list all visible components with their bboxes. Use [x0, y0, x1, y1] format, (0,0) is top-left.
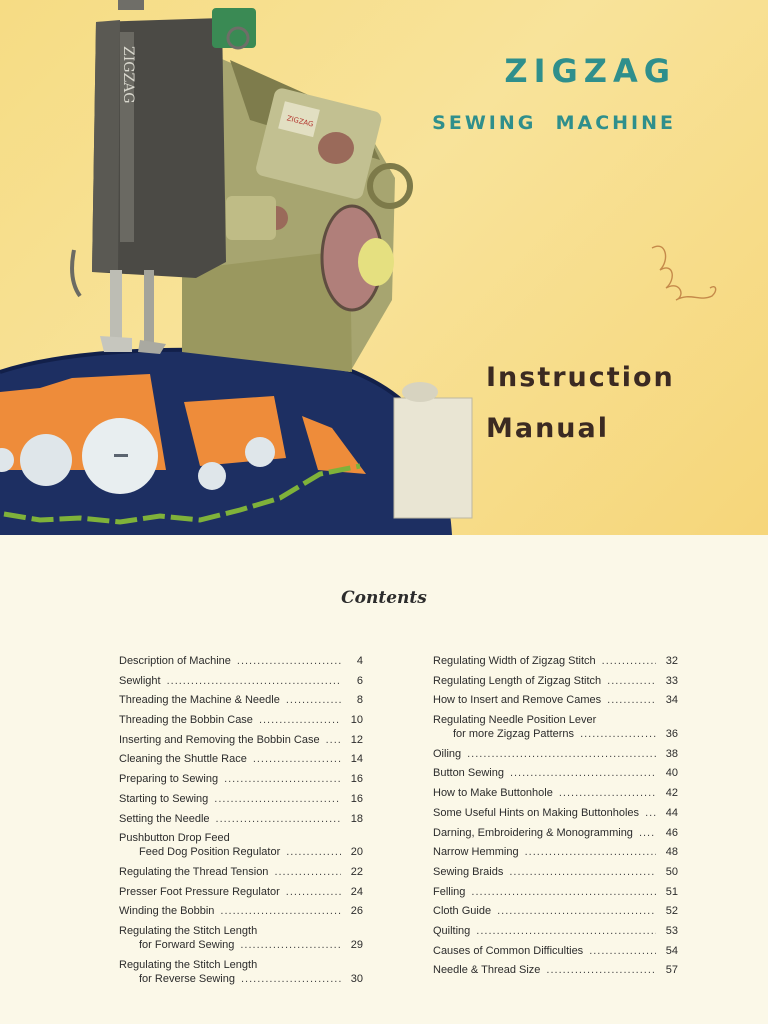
toc-leader [559, 786, 656, 800]
toc-title: Cloth Guide [433, 905, 492, 918]
toc-page-number: 32 [665, 655, 678, 667]
toc-page-number: 22 [350, 865, 363, 878]
toc-leader [497, 904, 656, 918]
toc-page-number: 57 [665, 964, 678, 977]
toc-entry [119, 733, 363, 747]
toc-leader [510, 766, 656, 780]
toc-entry [433, 766, 678, 780]
toc-leader [546, 963, 656, 977]
toc-leader [467, 747, 656, 761]
toc-title: Regulating Length of Zigzag Stitch [433, 674, 602, 687]
toc-leader [580, 727, 656, 741]
toc-page-number: 6 [356, 674, 363, 687]
toc-entry [119, 772, 363, 786]
toc-leader [471, 885, 656, 899]
toc-left-column [119, 654, 363, 991]
toc-page-number: 33 [665, 674, 678, 687]
toc-leader [286, 885, 341, 899]
cover-title: ZIGZAG [504, 52, 676, 90]
toc-title: Setting the Needle [119, 812, 210, 825]
toc-entry [119, 674, 363, 688]
toc-entry [433, 885, 678, 899]
toc-entry [433, 963, 678, 977]
toc-entry [119, 958, 363, 986]
toc-entry [119, 865, 363, 879]
toc-leader [607, 674, 656, 688]
toc-title: Some Useful Hints on Making Buttonholes [433, 806, 640, 819]
toc-leader [216, 812, 341, 826]
toc-page-number: 40 [665, 767, 678, 780]
toc-title: Cleaning the Shuttle Race [119, 753, 247, 766]
toc-entry [433, 693, 678, 707]
toc-entry [119, 693, 363, 707]
toc-leader [286, 693, 341, 707]
svg-text:ZIGZAG: ZIGZAG [120, 46, 136, 104]
toc-page-number: 30 [350, 972, 363, 985]
toc-entry [433, 806, 678, 820]
toc-title: Regulating Needle Position Lever [433, 714, 597, 727]
toc-leader [167, 674, 341, 688]
cover-subtitle: SEWING MACHINE [432, 112, 676, 134]
toc-title: Quilting [433, 924, 471, 937]
toc-entry [433, 713, 678, 741]
toc-title: Narrow Hemming [433, 846, 519, 859]
toc-title: Pushbutton Drop Feed [119, 832, 230, 845]
toc-title: Starting to Sewing [119, 792, 209, 805]
toc-title: Button Sewing [433, 767, 504, 780]
toc-title: Sewlight [119, 674, 161, 687]
toc-entry [119, 885, 363, 899]
toc-title: Causes of Common Difficulties [433, 944, 584, 957]
toc-title: Regulating Width of Zigzag Stitch [433, 655, 596, 667]
toc-page-number: 12 [350, 733, 363, 746]
toc-title: Sewing Braids [433, 865, 504, 878]
toc-leader [240, 938, 341, 952]
toc-entry [119, 904, 363, 918]
toc-leader [286, 845, 341, 859]
toc-entry [119, 812, 363, 826]
toc-entry [119, 924, 363, 952]
toc-right-column [433, 654, 678, 983]
toc-title: Oiling [433, 747, 462, 760]
toc-entry [119, 792, 363, 806]
toc-title-continued: for Reverse Sewing [139, 972, 235, 985]
toc-page-number: 38 [665, 747, 678, 760]
toc-title: Threading the Bobbin Case [119, 714, 253, 727]
toc-title-continued: Feed Dog Position Regulator [139, 846, 281, 859]
toc-leader [214, 792, 341, 806]
toc-leader [241, 972, 341, 986]
contents-heading: Contents [341, 588, 427, 608]
toc-title: Description of Machine [119, 655, 231, 667]
toc-leader [237, 654, 341, 668]
toc-entry [433, 747, 678, 761]
toc-title: Threading the Machine & Needle [119, 694, 280, 707]
toc-leader [589, 944, 656, 958]
manual-title-line1: Instruction [486, 362, 675, 393]
toc-page-number: 42 [665, 787, 678, 800]
toc-page-number: 10 [350, 714, 363, 727]
toc-entry [433, 944, 678, 958]
toc-title: Presser Foot Pressure Regulator [119, 885, 280, 898]
toc-leader [639, 826, 656, 840]
toc-title: Regulating the Stitch Length [119, 958, 258, 971]
toc-title: Regulating the Thread Tension [119, 865, 269, 878]
handwritten-mark [646, 240, 726, 310]
toc-entry [433, 674, 678, 688]
toc-title: Darning, Embroidering & Monogramming [433, 826, 633, 839]
toc-entry [433, 845, 678, 859]
toc-leader [220, 904, 341, 918]
toc-page-number: 8 [356, 694, 363, 707]
toc-page-number: 44 [665, 806, 678, 819]
toc-leader [645, 806, 656, 820]
toc-leader [525, 845, 656, 859]
toc-leader [259, 713, 341, 727]
toc-title-continued: for more Zigzag Patterns [453, 728, 575, 741]
toc-entry [119, 752, 363, 766]
svg-text:ZIGZAG: ZIGZAG [285, 114, 315, 129]
toc-entry [433, 826, 678, 840]
toc-page-number: 16 [350, 792, 363, 805]
toc-entry [119, 654, 363, 668]
toc-leader [253, 752, 341, 766]
toc-title: Inserting and Removing the Bobbin Case [119, 733, 320, 746]
toc-leader [476, 924, 656, 938]
manual-title-line2: Manual [486, 413, 610, 444]
toc-entry [433, 654, 678, 668]
toc-title: Preparing to Sewing [119, 773, 219, 786]
toc-title: How to Insert and Remove Cames [433, 694, 602, 707]
toc-title: Regulating the Stitch Length [119, 924, 258, 937]
toc-entry [433, 786, 678, 800]
toc-page-number: 46 [665, 826, 678, 839]
toc-leader [509, 865, 656, 879]
toc-page-number: 54 [665, 944, 678, 957]
toc-title: Needle & Thread Size [433, 964, 541, 977]
toc-page-number: 24 [350, 885, 363, 898]
toc-page-number: 34 [665, 694, 678, 707]
toc-page-number: 26 [350, 905, 363, 918]
toc-leader [224, 772, 341, 786]
toc-page-number: 4 [356, 655, 363, 667]
toc-page-number: 50 [665, 865, 678, 878]
toc-entry [119, 713, 363, 727]
toc-entry [433, 924, 678, 938]
toc-page-number: 29 [350, 938, 363, 951]
toc-page-number: 36 [665, 728, 678, 741]
toc-page-number: 52 [665, 905, 678, 918]
toc-page-number: 51 [665, 885, 678, 898]
toc-entry [119, 831, 363, 859]
toc-page-number: 53 [665, 924, 678, 937]
toc-leader [607, 693, 656, 707]
toc-title: How to Make Buttonhole [433, 787, 553, 800]
toc-entry [433, 904, 678, 918]
toc-leader [274, 865, 341, 879]
toc-title: Felling [433, 885, 466, 898]
toc-leader [326, 733, 341, 747]
toc-title: Winding the Bobbin [119, 905, 215, 918]
toc-page-number: 20 [350, 846, 363, 859]
toc-leader [602, 654, 656, 668]
toc-page-number: 16 [350, 773, 363, 786]
toc-page-number: 14 [350, 753, 363, 766]
toc-entry [433, 865, 678, 879]
toc-page-number: 48 [665, 846, 678, 859]
toc-title-continued: for Forward Sewing [139, 938, 235, 951]
toc-page-number: 18 [350, 812, 363, 825]
